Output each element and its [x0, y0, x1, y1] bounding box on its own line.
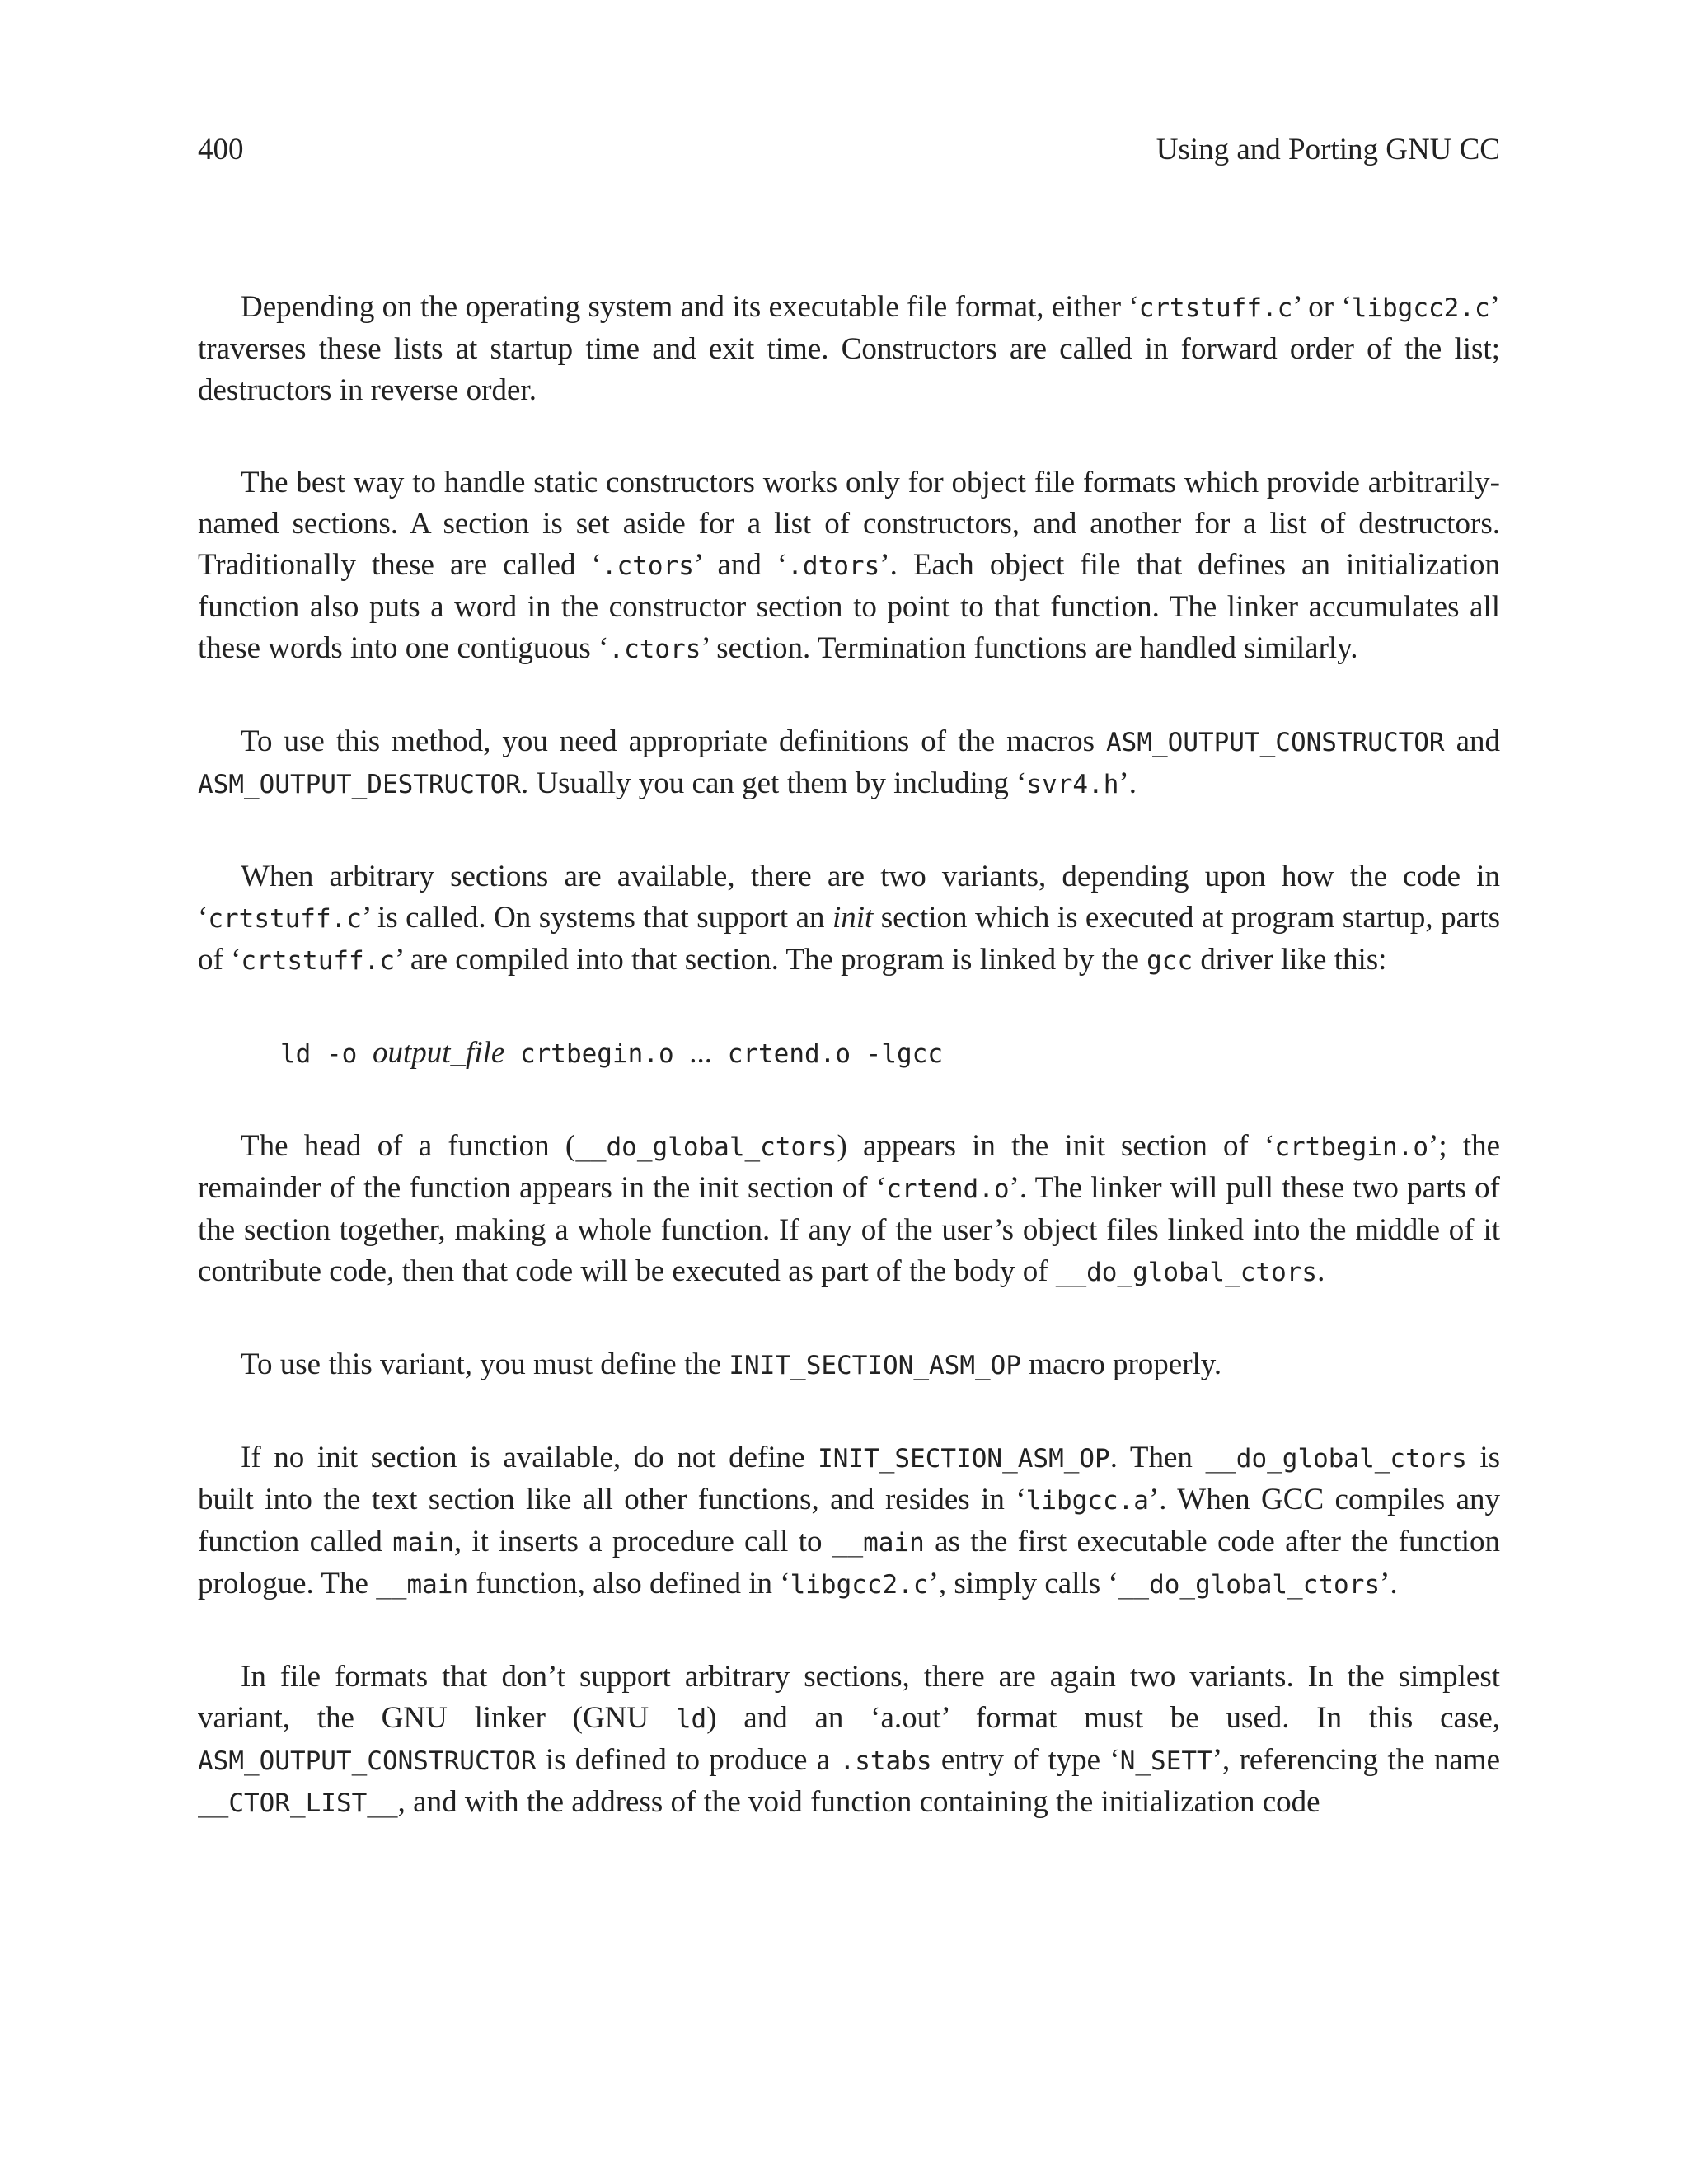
code-term: __main: [832, 1528, 925, 1558]
emphasis-term: init: [832, 901, 874, 935]
code-term: crtstuff.c: [1138, 293, 1293, 323]
page-number: 400: [198, 133, 244, 166]
text-run: The best way to handle static constructors works only for object file formats which provide arbitrarily-named sections. A section is set aside for a list of constructors, and another for a list of destructors. Traditionally these are called ‘: [198, 466, 1500, 582]
paragraph-asm-output-macros: [198, 721, 1500, 805]
code-term: .ctors: [601, 551, 694, 581]
code-term: ASM_OUTPUT_CONSTRUCTOR: [198, 1746, 537, 1776]
code-term: __CTOR_LIST__: [198, 1788, 398, 1818]
text-run: macro properly.: [1021, 1347, 1222, 1381]
paragraph-do-global-ctors: [198, 1126, 1500, 1293]
text-run: . Usually you can get them by including ‘: [520, 766, 1027, 800]
code-term: libgcc2.c: [1351, 293, 1490, 323]
text-run: Depending on the operating system and its executable file format, either ‘: [241, 290, 1139, 324]
text-run: If no init section is available, do not define: [241, 1441, 818, 1474]
code-term: __do_global_ctors: [1205, 1444, 1467, 1474]
code-term: INIT_SECTION_ASM_OP: [818, 1444, 1110, 1474]
text-run: ’.: [1118, 766, 1137, 800]
text-run: .: [1317, 1254, 1325, 1288]
text-run: driver like this:: [1193, 943, 1387, 977]
text-run: The head of a function (: [241, 1129, 576, 1163]
text-run: ’. The linker will pull these two parts of the section together, making a whole function. If any of the user’s object files linked into the middle of it contribute code, then that code will be executed as part of the body of: [198, 1171, 1500, 1288]
code-term: crtbegin.o: [1274, 1132, 1428, 1162]
body-text: [198, 287, 1500, 1824]
code-term: crtend.o: [886, 1174, 1010, 1204]
paragraph-ctors-sections: [198, 462, 1500, 670]
text-run: ’. When GCC compiles any function called: [198, 1483, 1500, 1558]
code-example-ld-command: [198, 1033, 1500, 1075]
text-run: ) appears in the init section of ‘: [837, 1129, 1275, 1163]
paragraph-no-arbitrary-sections: [198, 1657, 1500, 1824]
text-run: ) and an ‘a.out’ format must be used. In this case,: [706, 1701, 1500, 1735]
page-header: [198, 129, 1500, 171]
paragraph-crtstuff-traversal: [198, 287, 1500, 411]
text-run: ’ is called. On systems that support an: [361, 901, 832, 935]
text-run: function, also defined in ‘: [468, 1567, 790, 1601]
code-term: .stabs: [839, 1746, 932, 1776]
paragraph-no-init-section: [198, 1437, 1500, 1605]
code-term: ld -o: [280, 1039, 373, 1069]
text-run: , it inserts a procedure call to: [453, 1525, 832, 1558]
text-run: and: [1444, 724, 1500, 758]
code-term: N_SETT: [1119, 1746, 1212, 1776]
paragraph-init-section-asm-op: [198, 1344, 1500, 1386]
code-term: __do_global_ctors: [575, 1132, 837, 1162]
code-term: crtbegin.o: [504, 1039, 690, 1069]
text-run: , and with the address of the void function containing the initialization code: [397, 1785, 1320, 1819]
text-run: In file formats that don’t support arbitrary sections, there are again two variants. In the simplest variant, the GNU linker (GNU: [198, 1660, 1500, 1735]
running-title: Using and Porting GNU CC: [1156, 133, 1500, 166]
text-run: ’ or ‘: [1292, 290, 1352, 324]
text-run: . Then: [1109, 1441, 1206, 1474]
text-run: is built into the text section like all other functions, and resides in ‘: [198, 1441, 1500, 1516]
text-run: ’. Each object file that defines an initialization function also puts a word in the constructor section to point to that function. The linker accumulates all these words into one contiguous ‘: [198, 548, 1501, 665]
code-term: .dtors: [787, 551, 880, 581]
text-run: is defined to produce a: [536, 1743, 840, 1777]
text-run: ’; the remainder of the function appears in the init section of ‘: [198, 1129, 1500, 1205]
code-term: __do_global_ctors: [1055, 1258, 1318, 1287]
text-run: section which is executed at program startup, parts of ‘: [198, 901, 1500, 977]
text-run: ’ traverses these lists at startup time and exit time. Constructors are called in forward order of the list; destructors in reverse order.: [198, 290, 1500, 407]
code-term: libgcc2.c: [790, 1570, 929, 1600]
code-term: __main: [376, 1570, 469, 1600]
code-term: libgcc.a: [1025, 1486, 1149, 1516]
text-run: ...: [689, 1036, 713, 1070]
code-term: gcc: [1146, 946, 1193, 976]
code-term: crtstuff.c: [208, 904, 362, 934]
code-term: INIT_SECTION_ASM_OP: [729, 1351, 1021, 1380]
code-term: .ctors: [608, 635, 701, 664]
paragraph-init-section-variant: [198, 856, 1500, 982]
text-run: To use this method, you need appropriate definitions of the macros: [241, 724, 1106, 758]
text-run: ’, simply calls ‘: [928, 1567, 1118, 1601]
text-run: entry of type ‘: [931, 1743, 1120, 1777]
code-term: ld: [675, 1704, 707, 1734]
code-term: crtend.o -lgcc: [712, 1039, 943, 1069]
code-term: svr4.h: [1026, 770, 1119, 799]
text-run: When arbitrary sections are available, there are two variants, depending upon how the code in ‘: [198, 860, 1500, 935]
text-run: ’ and ‘: [693, 548, 788, 582]
emphasis-term: output_file: [372, 1036, 505, 1070]
code-term: crtstuff.c: [241, 946, 396, 976]
text-run: ’, referencing the name: [1212, 1743, 1500, 1777]
code-term: main: [392, 1528, 454, 1558]
code-term: __do_global_ctors: [1118, 1570, 1381, 1600]
text-run: To use this variant, you must define the: [241, 1347, 729, 1381]
text-run: ’.: [1380, 1567, 1398, 1601]
code-term: ASM_OUTPUT_CONSTRUCTOR: [1106, 728, 1445, 757]
code-term: ASM_OUTPUT_DESTRUCTOR: [198, 770, 521, 799]
text-run: as the first executable code after the function prologue. The: [198, 1525, 1500, 1601]
text-run: ’ section. Termination functions are handled similarly.: [701, 631, 1358, 665]
text-run: ’ are compiled into that section. The program is linked by the: [395, 943, 1147, 977]
